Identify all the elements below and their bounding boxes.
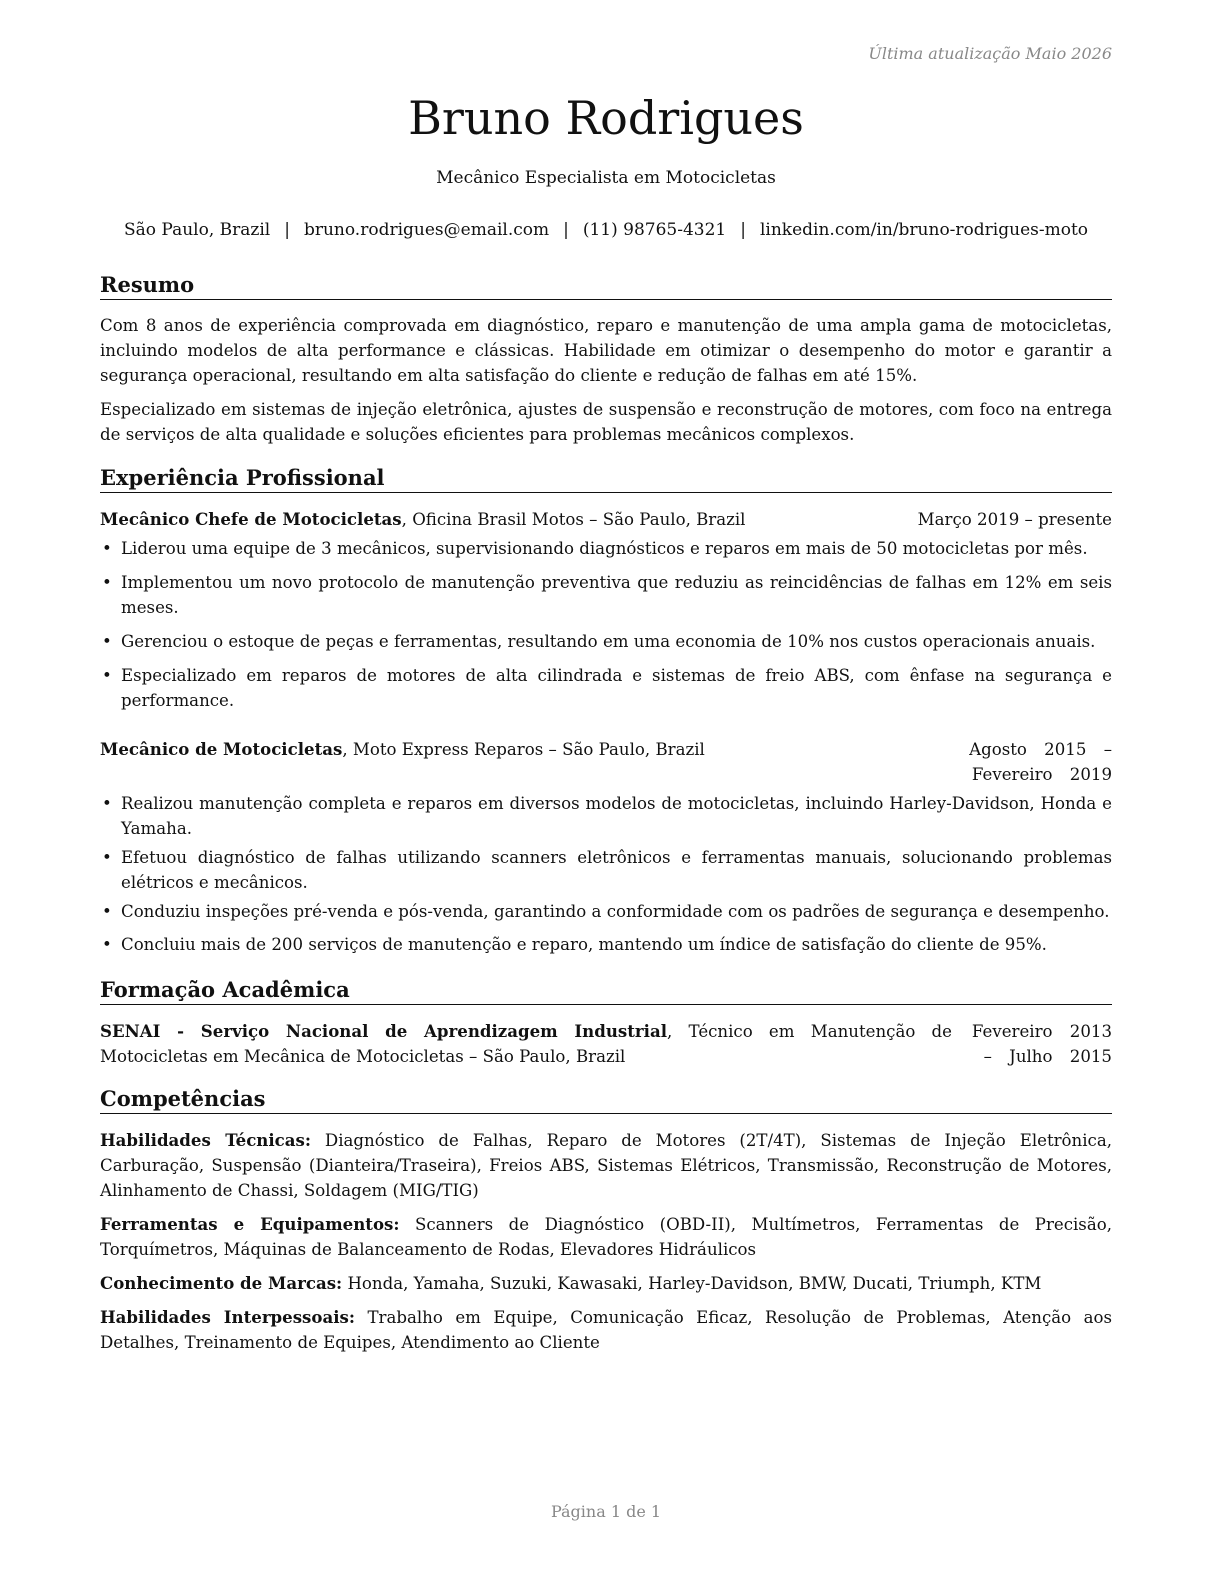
job-bullet: • Concluiu mais de 200 serviços de manutenção e reparo, mantendo um índice de satisfação do cliente de 95%.	[100, 932, 1112, 957]
job-bullet: • Realizou manutenção completa e reparos em diversos modelos de motocicletas, incluindo Harley-Davidson, Honda e Yamaha.	[100, 791, 1112, 841]
job-bullet: • Especializado em reparos de motores de alta cilindrada e sistemas de freio ABS, com ênfase na segurança e performance.	[100, 663, 1112, 713]
job-bullet: • Liderou uma equipe de 3 mecânicos, supervisionando diagnósticos e reparos em mais de 50 motocicletas por mês.	[100, 536, 1112, 561]
job-bullet: • Efetuou diagnóstico de falhas utilizando scanners eletrônicos e ferramentas manuais, solucionando problemas elétricos e mecânicos.	[100, 845, 1112, 895]
contact-separator: |	[563, 220, 569, 240]
summary-paragraph: Com 8 anos de experiência comprovada em diagnóstico, reparo e manutenção de uma ampla gama de motocicletas, incluindo modelos de alta performance e clássicas. Habilidade em otimizar o desempenho do motor e garantir a segurança operacional, resultando em alta satisfação do cliente e redução de falhas em até 15%.	[100, 316, 1112, 385]
section-title-experience: Experiência Profissional	[100, 465, 1112, 493]
job-bullet: • Implementou um novo protocolo de manutenção preventiva que reduziu as reincidências de falhas em 12% em seis meses.	[100, 570, 1112, 620]
education-entry	[100, 1019, 1112, 1069]
education-section	[100, 977, 1112, 1069]
skill-group	[100, 1212, 1112, 1262]
job-bullets	[100, 791, 1112, 957]
skill-group-text: Diagnóstico de Falhas, Reparo de Motores (2T/4T), Sistemas de Injeção Eletrônica, Carburação, Suspensão (Dianteira/Traseira), Freios ABS, Sistemas Elétricos, Transmissão, Reconstrução de Motores, Alinhamento de Chassi, Soldagem (MIG/TIG)	[100, 1131, 1112, 1200]
summary-paragraph: Especializado em sistemas de injeção eletrônica, ajustes de suspensão e reconstrução de motores, com foco na entrega de serviços de alta qualidade e soluções eficientes para problemas mecânicos complexos.	[100, 400, 1112, 444]
candidate-name: Bruno Rodrigues	[408, 91, 804, 145]
contact-linkedin[interactable]: linkedin.com/in/bruno-rodrigues-moto	[759, 220, 1089, 240]
section-title-summary: Resumo	[100, 272, 1112, 300]
job-company: , Moto Express Reparos – São Paulo, Brazil	[342, 740, 705, 759]
job-entry	[100, 737, 1112, 957]
job-role: Mecânico de Motocicletas	[100, 739, 343, 759]
contact-phone: (11) 98765-4321	[582, 220, 727, 240]
page-footer: Página 1 de 1	[550, 1502, 662, 1521]
job-dates: Agosto 2015 – Fevereiro 2019	[969, 740, 1112, 784]
job-dates: Março 2019 – presente	[917, 510, 1112, 529]
section-title-skills: Competências	[100, 1086, 1112, 1114]
headline: Mecânico Especialista em Motocicletas	[436, 168, 776, 188]
skill-group-label: Ferramentas e Equipamentos:	[100, 1214, 400, 1234]
job-entry	[100, 507, 1112, 713]
contact-separator: |	[740, 220, 746, 240]
skills-section	[100, 1086, 1112, 1355]
job-header	[100, 507, 1112, 532]
education-details: , Técnico em Manutenção de Motocicletas em Mecânica de Motocicletas – São Paulo, Brazil	[100, 1022, 952, 1066]
experience-section	[100, 465, 1112, 957]
contact-location: São Paulo, Brazil	[123, 220, 271, 240]
last-updated: Última atualização Maio 2026	[868, 44, 1112, 63]
job-role: Mecânico Chefe de Motocicletas	[100, 509, 402, 529]
section-title-education: Formação Acadêmica	[100, 977, 1112, 1005]
skill-group-text: Honda, Yamaha, Suzuki, Kawasaki, Harley-Davidson, BMW, Ducati, Triumph, KTM	[342, 1274, 1042, 1293]
skill-group-label: Habilidades Interpessoais:	[100, 1307, 355, 1327]
skill-group-label: Habilidades Técnicas:	[100, 1130, 311, 1150]
resume-page	[100, 0, 1112, 1584]
summary-section	[100, 272, 1112, 447]
skill-group-label: Conhecimento de Marcas:	[100, 1273, 343, 1293]
job-header	[100, 737, 1112, 787]
education-school: SENAI - Serviço Nacional de Aprendizagem Industrial	[100, 1021, 668, 1041]
job-bullet: • Gerenciou o estoque de peças e ferramentas, resultando em uma economia de 10% nos custos operacionais anuais.	[100, 629, 1112, 654]
contact-email[interactable]: bruno.rodrigues@email.com	[303, 220, 550, 240]
contact-separator: |	[284, 220, 290, 240]
job-bullet: • Conduziu inspeções pré-venda e pós-venda, garantindo a conformidade com os padrões de segurança e desempenho.	[100, 899, 1112, 924]
skill-group	[100, 1128, 1112, 1203]
skill-group-text: Scanners de Diagnóstico (OBD-II), Multímetros, Ferramentas de Precisão, Torquímetros, Máquinas de Balanceamento de Rodas, Elevadores Hidráulicos	[100, 1215, 1112, 1259]
contact-line	[90, 220, 1122, 240]
education-dates: Fevereiro 2013 – Julho 2015	[971, 1022, 1112, 1066]
job-company: , Oficina Brasil Motos – São Paulo, Brazil	[401, 510, 746, 529]
skill-group	[100, 1271, 1112, 1296]
skill-group	[100, 1305, 1112, 1355]
skill-group-text: Trabalho em Equipe, Comunicação Eficaz, Resolução de Problemas, Atenção aos Detalhes, Treinamento de Equipes, Atendimento ao Cliente	[100, 1308, 1112, 1352]
job-bullets	[100, 536, 1112, 713]
